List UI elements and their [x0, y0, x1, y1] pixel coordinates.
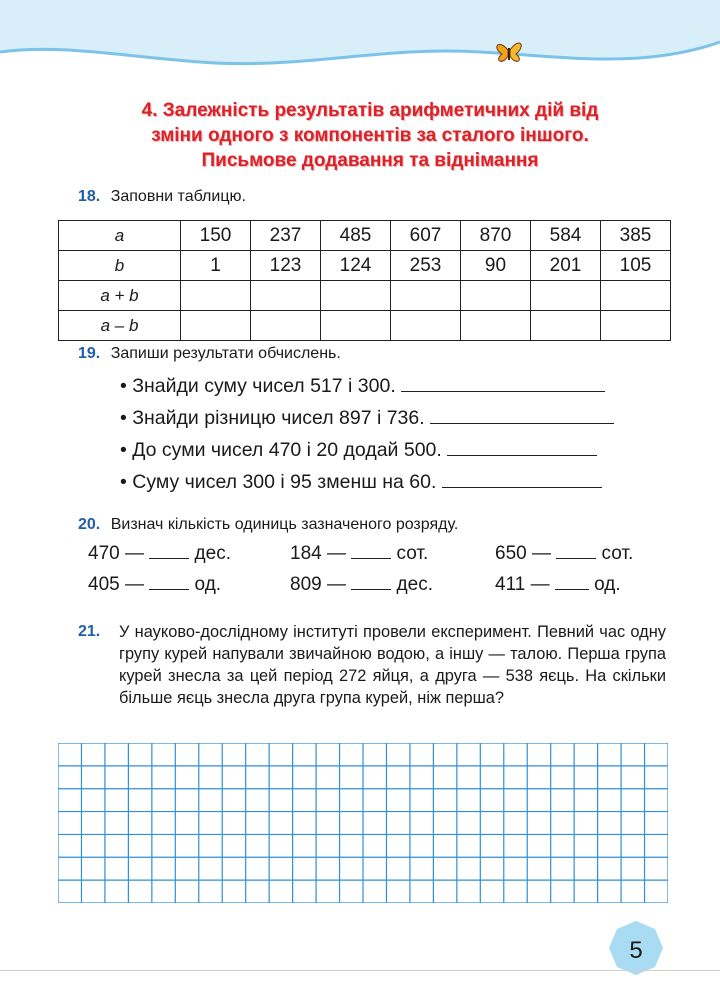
task-18-table [58, 220, 671, 341]
digit-unit: од. [194, 574, 222, 595]
answer-cell-difference[interactable] [601, 311, 671, 341]
task-number: 20. [78, 516, 101, 533]
answer-cell-sum[interactable] [251, 281, 321, 311]
answer-cell-difference[interactable] [321, 311, 391, 341]
answer-cell-sum[interactable] [321, 281, 391, 311]
table-row [59, 281, 671, 311]
task-19-item [120, 470, 666, 494]
answer-cell-sum[interactable] [601, 281, 671, 311]
row-label-difference: a – b [59, 311, 181, 341]
table-row [59, 311, 671, 341]
task-19-header [78, 345, 341, 363]
section-title-line-2: зміни одного з компонентів за сталого іншого. [151, 125, 589, 146]
task-instruction: Запиши результати обчислень. [110, 345, 341, 362]
answer-line[interactable] [555, 589, 589, 590]
task-21-text: У науково-дослідному інституті провели експеримент. Певний час одну групу курей напували звичайною водою, а іншу — талою. Перша група курей знесла за цей період 272 яйця, а друга — 538 яєць. На скільки більше яєць знесла друга група курей, ніж перша? [119, 623, 666, 707]
page-number-badge [608, 920, 664, 976]
answer-grid[interactable] [58, 743, 668, 903]
digit-item [88, 543, 231, 565]
answer-cell-difference[interactable] [251, 311, 321, 341]
answer-line[interactable] [149, 558, 189, 559]
digit-unit: од. [594, 574, 621, 595]
row-label-b: b [59, 251, 181, 281]
cell-a: 584 [531, 221, 601, 251]
cell-b: 123 [251, 251, 321, 281]
digit-number: 650 — [495, 543, 551, 564]
digit-item [290, 574, 433, 596]
answer-cell-difference[interactable] [531, 311, 601, 341]
answer-line[interactable] [351, 558, 391, 559]
table-row [59, 221, 671, 251]
answer-cell-difference[interactable] [461, 311, 531, 341]
digit-number: 405 — [88, 574, 144, 595]
digit-number: 470 — [88, 543, 144, 564]
digit-number: 411 — [495, 574, 550, 595]
row-label-a: a [59, 221, 181, 251]
cell-a: 150 [181, 221, 251, 251]
task-19-item-text: • Суму чисел 300 і 95 зменш на 60. [120, 471, 437, 493]
cell-b: 124 [321, 251, 391, 281]
cell-a: 870 [461, 221, 531, 251]
answer-line[interactable] [149, 589, 189, 590]
cell-b: 105 [601, 251, 671, 281]
answer-line[interactable] [430, 423, 614, 424]
task-19-item-text: • До суми чисел 470 і 20 додай 500. [120, 439, 442, 461]
header-wave-decoration [0, 0, 720, 90]
answer-cell-sum[interactable] [531, 281, 601, 311]
cell-a: 385 [601, 221, 671, 251]
task-instruction: Визнач кількість одиниць зазначеного розряду. [110, 516, 459, 533]
answer-line[interactable] [556, 558, 596, 559]
task-19-item [120, 406, 666, 430]
section-title [60, 98, 680, 173]
digit-number: 184 — [290, 543, 346, 564]
task-number: 19. [78, 345, 101, 362]
task-19-item-text: • Знайди різницю чисел 897 і 736. [120, 407, 425, 429]
task-19-item-text: • Знайди суму чисел 517 і 300. [120, 375, 396, 397]
answer-cell-sum[interactable] [461, 281, 531, 311]
answer-cell-difference[interactable] [391, 311, 461, 341]
answer-cell-sum[interactable] [391, 281, 461, 311]
digit-unit: дес. [194, 543, 231, 564]
page-bottom-line [0, 970, 720, 971]
digit-unit: сот. [601, 543, 634, 564]
digit-unit: дес. [396, 574, 433, 595]
answer-line[interactable] [401, 391, 605, 392]
task-19-item [120, 374, 666, 398]
answer-line[interactable] [447, 455, 597, 456]
digit-number: 809 — [290, 574, 346, 595]
table-row [59, 251, 671, 281]
digit-unit: сот. [396, 543, 429, 564]
task-18-header [78, 188, 246, 206]
answer-cell-sum[interactable] [181, 281, 251, 311]
cell-b: 201 [531, 251, 601, 281]
task-20-header [78, 516, 458, 534]
digit-item [495, 543, 633, 565]
cell-a: 237 [251, 221, 321, 251]
task-19-item [120, 438, 666, 462]
digit-item [495, 574, 621, 596]
cell-b: 90 [461, 251, 531, 281]
cell-a: 607 [391, 221, 461, 251]
row-label-sum: a + b [59, 281, 181, 311]
digit-item [290, 543, 428, 565]
task-number: 21. [78, 623, 101, 640]
section-title-line-1: 4. Залежність результатів арифметичних дій від [141, 100, 599, 121]
task-number: 18. [78, 188, 101, 205]
answer-cell-difference[interactable] [181, 311, 251, 341]
cell-a: 485 [321, 221, 391, 251]
cell-b: 253 [391, 251, 461, 281]
answer-line[interactable] [351, 589, 391, 590]
task-instruction: Заповни таблицю. [110, 188, 246, 205]
cell-b: 1 [181, 251, 251, 281]
answer-line[interactable] [442, 487, 602, 488]
digit-item [88, 574, 221, 596]
section-title-line-3: Письмове додавання та віднімання [201, 150, 539, 171]
page-number: 5 [629, 937, 643, 964]
